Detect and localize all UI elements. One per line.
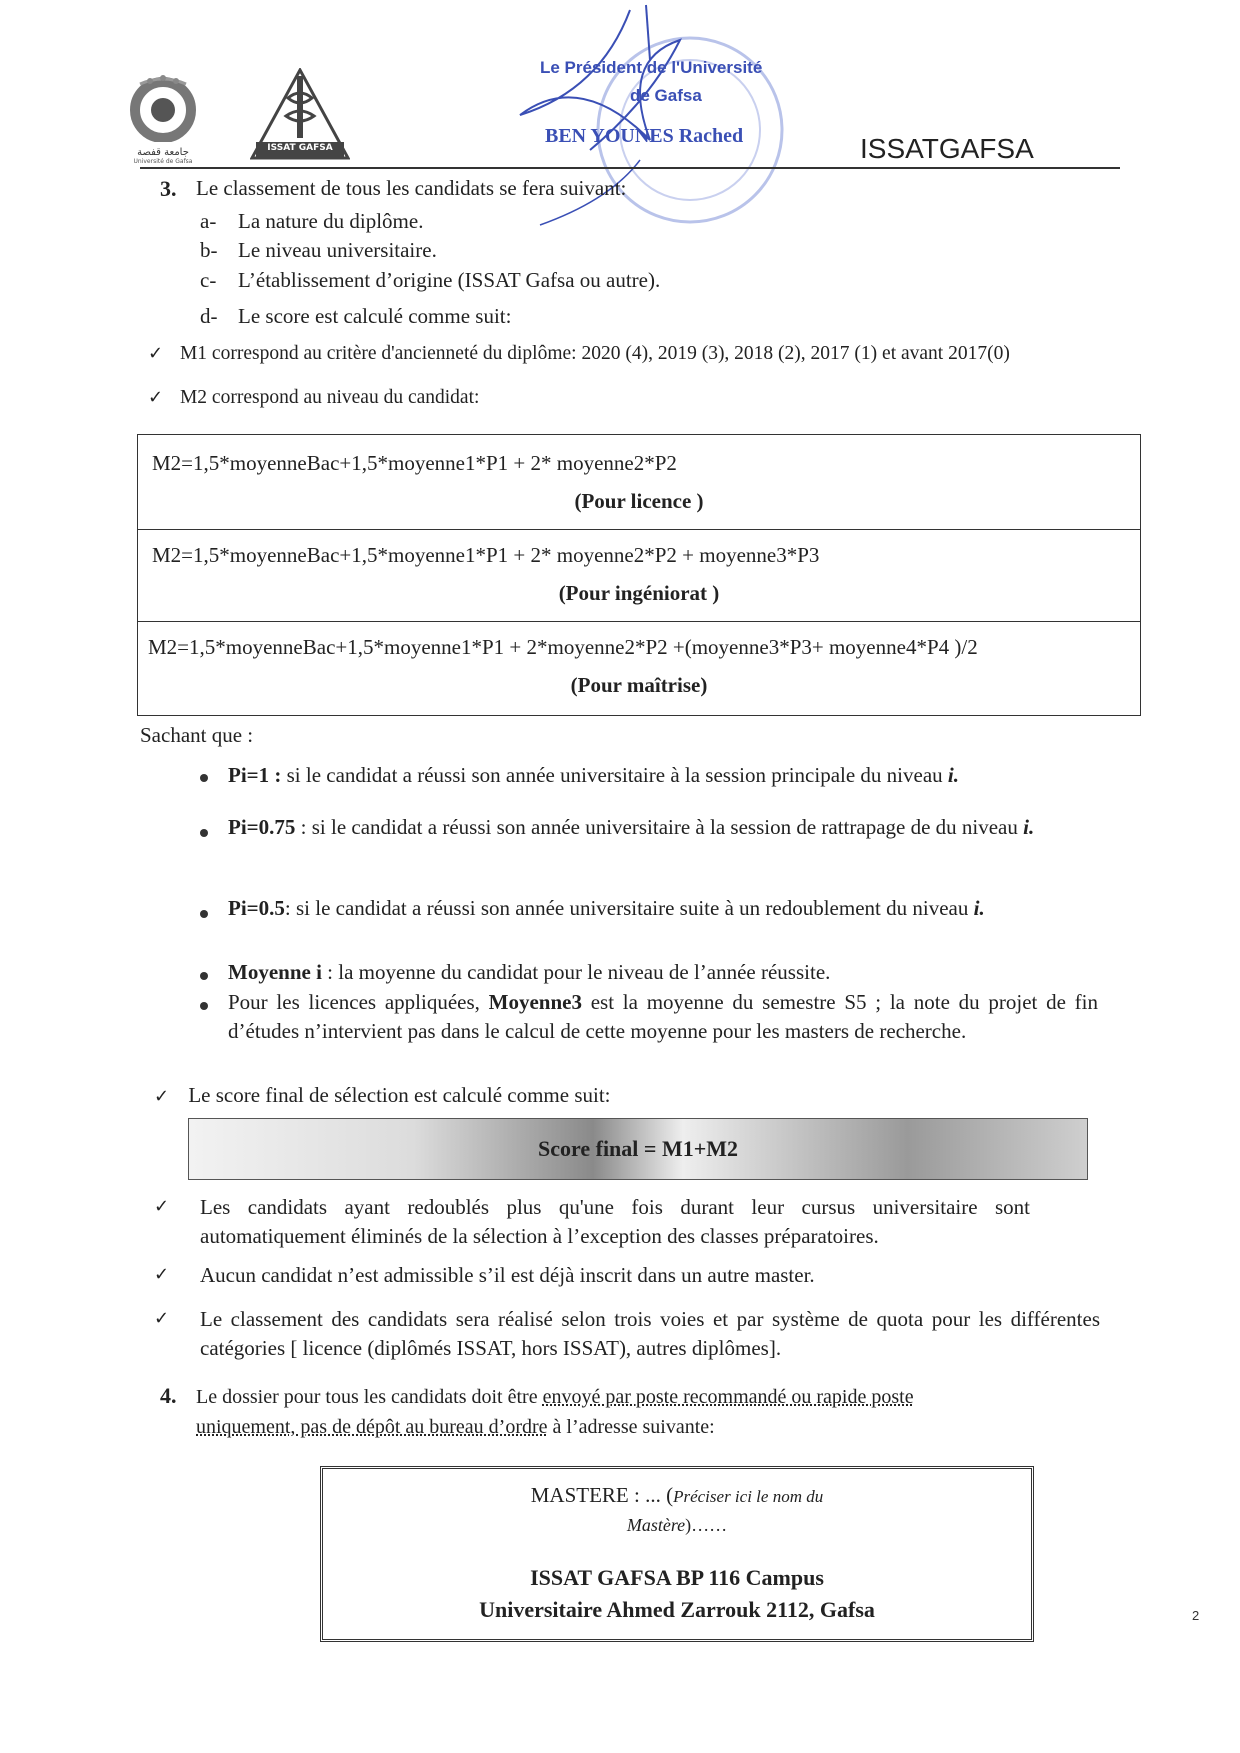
mastere-line: MASTERE : ... (Préciser ici le nom du bbox=[530, 1483, 824, 1507]
definition-p075: Pi=0.75 : si le candidat a réussi son année universitaire à la session de rattrapage de du niveau i. bbox=[228, 815, 1035, 839]
rule-redoublement: Les candidats ayant redoublés plus qu'une fois durant leur cursus universitaire sont automatiquement éliminés de la sélection à l’exception des classes préparatoires. bbox=[200, 1195, 1030, 1248]
formula-row-maitrise bbox=[138, 621, 1140, 715]
university-logo-sub: Université de Gafsa bbox=[133, 158, 193, 165]
section-3-intro: Le classement de tous les candidats se fera suivant: bbox=[196, 176, 627, 200]
rule-classement: Le classement des candidats sera réalisé selon trois voies et par système de quota pour les différentes catégories [ licence (diplômés ISSAT, hors ISSAT), autres diplômes]. bbox=[200, 1307, 1100, 1360]
formula-row-ingeniorat bbox=[138, 529, 1140, 622]
formula-row-licence bbox=[138, 435, 1140, 530]
bullet-icon bbox=[200, 1002, 208, 1010]
check-icon: ✓ bbox=[154, 1308, 170, 1329]
university-logo-arabic: جامعة قفصة bbox=[137, 147, 189, 158]
rule-admissible: Aucun candidat n’est admissible s’il est déjà inscrit dans un autre master. bbox=[200, 1263, 815, 1287]
score-intro-line: ✓ Le score final de sélection est calculé comme suit: bbox=[154, 1083, 611, 1107]
check-icon: ✓ bbox=[148, 343, 164, 364]
formula-label: (Pour maîtrise) bbox=[570, 673, 708, 697]
bullet-icon bbox=[200, 910, 208, 918]
list-item-d: d- Le score est calculé comme suit: bbox=[200, 304, 512, 328]
formula-table bbox=[137, 434, 1141, 716]
check-icon: ✓ bbox=[154, 1196, 170, 1217]
address-box bbox=[320, 1466, 1034, 1642]
list-item-a: a- La nature du diplôme. bbox=[200, 209, 424, 233]
check-icon: ✓ bbox=[148, 387, 164, 408]
bullet-icon bbox=[200, 972, 208, 980]
check-icon: ✓ bbox=[154, 1264, 170, 1285]
formula-text: M2=1,5*moyenneBac+1,5*moyenne1*P1 + 2* moyenne2*P2 bbox=[152, 451, 677, 475]
definition-moyenne-i: Moyenne i : la moyenne du candidat pour le niveau de l’année réussite. bbox=[228, 960, 831, 984]
header bbox=[0, 0, 1240, 170]
stamp-line-1: Le Président de l'Université bbox=[540, 58, 763, 77]
check-icon: ✓ bbox=[154, 1086, 170, 1107]
bullet-icon bbox=[200, 829, 208, 837]
list-item-b: b- Le niveau universitaire. bbox=[200, 238, 437, 262]
formula-text: M2=1,5*moyenneBac+1,5*moyenne1*P1 + 2*moyenne2*P2 +(moyenne3*P3+ moyenne4*P4 )/2 bbox=[148, 635, 978, 659]
university-logo-icon bbox=[120, 72, 206, 142]
definition-p1: Pi=1 : si le candidat a réussi son année universitaire à la session principale du niveau i. bbox=[228, 763, 960, 787]
bullet-icon bbox=[200, 774, 208, 782]
score-final-box: Score final = M1+M2 bbox=[188, 1118, 1088, 1180]
section-4-number: 4. bbox=[160, 1383, 177, 1408]
definition-p05: Pi=0.5: si le candidat a réussi son année universitaire suite à un redoublement du niveau i. bbox=[228, 896, 985, 920]
address-line-1: ISSAT GAFSA BP 116 Campus bbox=[530, 1565, 824, 1590]
formula-label: (Pour ingéniorat ) bbox=[558, 581, 720, 605]
institution-title: ISSATGAFSA bbox=[860, 133, 1034, 164]
university-logo bbox=[120, 72, 206, 165]
sachant-que: Sachant que : bbox=[140, 723, 254, 747]
issat-logo-label: ISSAT GAFSA bbox=[267, 143, 333, 153]
stamp-line-3: BEN YOUNES Rached bbox=[545, 125, 744, 147]
formula-text: M2=1,5*moyenneBac+1,5*moyenne1*P1 + 2* moyenne2*P2 + moyenne3*P3 bbox=[152, 543, 820, 567]
section-4-text: Le dossier pour tous les candidats doit être envoyé par poste recommandé ou rapide poste uniquement, pas de dépôt au bureau d’ordre à l’adresse suivante: bbox=[196, 1386, 914, 1438]
address-line-2: Universitaire Ahmed Zarrouk 2112, Gafsa bbox=[479, 1597, 875, 1622]
header-rule bbox=[140, 167, 1120, 169]
issat-logo bbox=[250, 68, 350, 162]
mastere-line-2: Mastère)…… bbox=[626, 1515, 728, 1535]
stamp-line-2: de Gafsa bbox=[630, 86, 702, 105]
m1-line: ✓ M1 correspond au critère d'ancienneté du diplôme: 2020 (4), 2019 (3), 2018 (2), 2017 (1) et avant 2017(0) bbox=[148, 343, 1010, 364]
m2-line: ✓ M2 correspond au niveau du candidat: bbox=[148, 387, 480, 408]
section-3-number: 3. bbox=[160, 176, 177, 201]
formula-label: (Pour licence ) bbox=[574, 489, 704, 513]
definition-moyenne3: Pour les licences appliquées, Moyenne3 est la moyenne du semestre S5 ; la note du projet de fin d’études n’intervient pas dans le calcul de cette moyenne pour les masters de recherche. bbox=[228, 990, 1098, 1043]
list-item-c: c- L’établissement d’origine (ISSAT Gafsa ou autre). bbox=[200, 268, 661, 292]
page-number: 2 bbox=[1192, 1608, 1200, 1623]
